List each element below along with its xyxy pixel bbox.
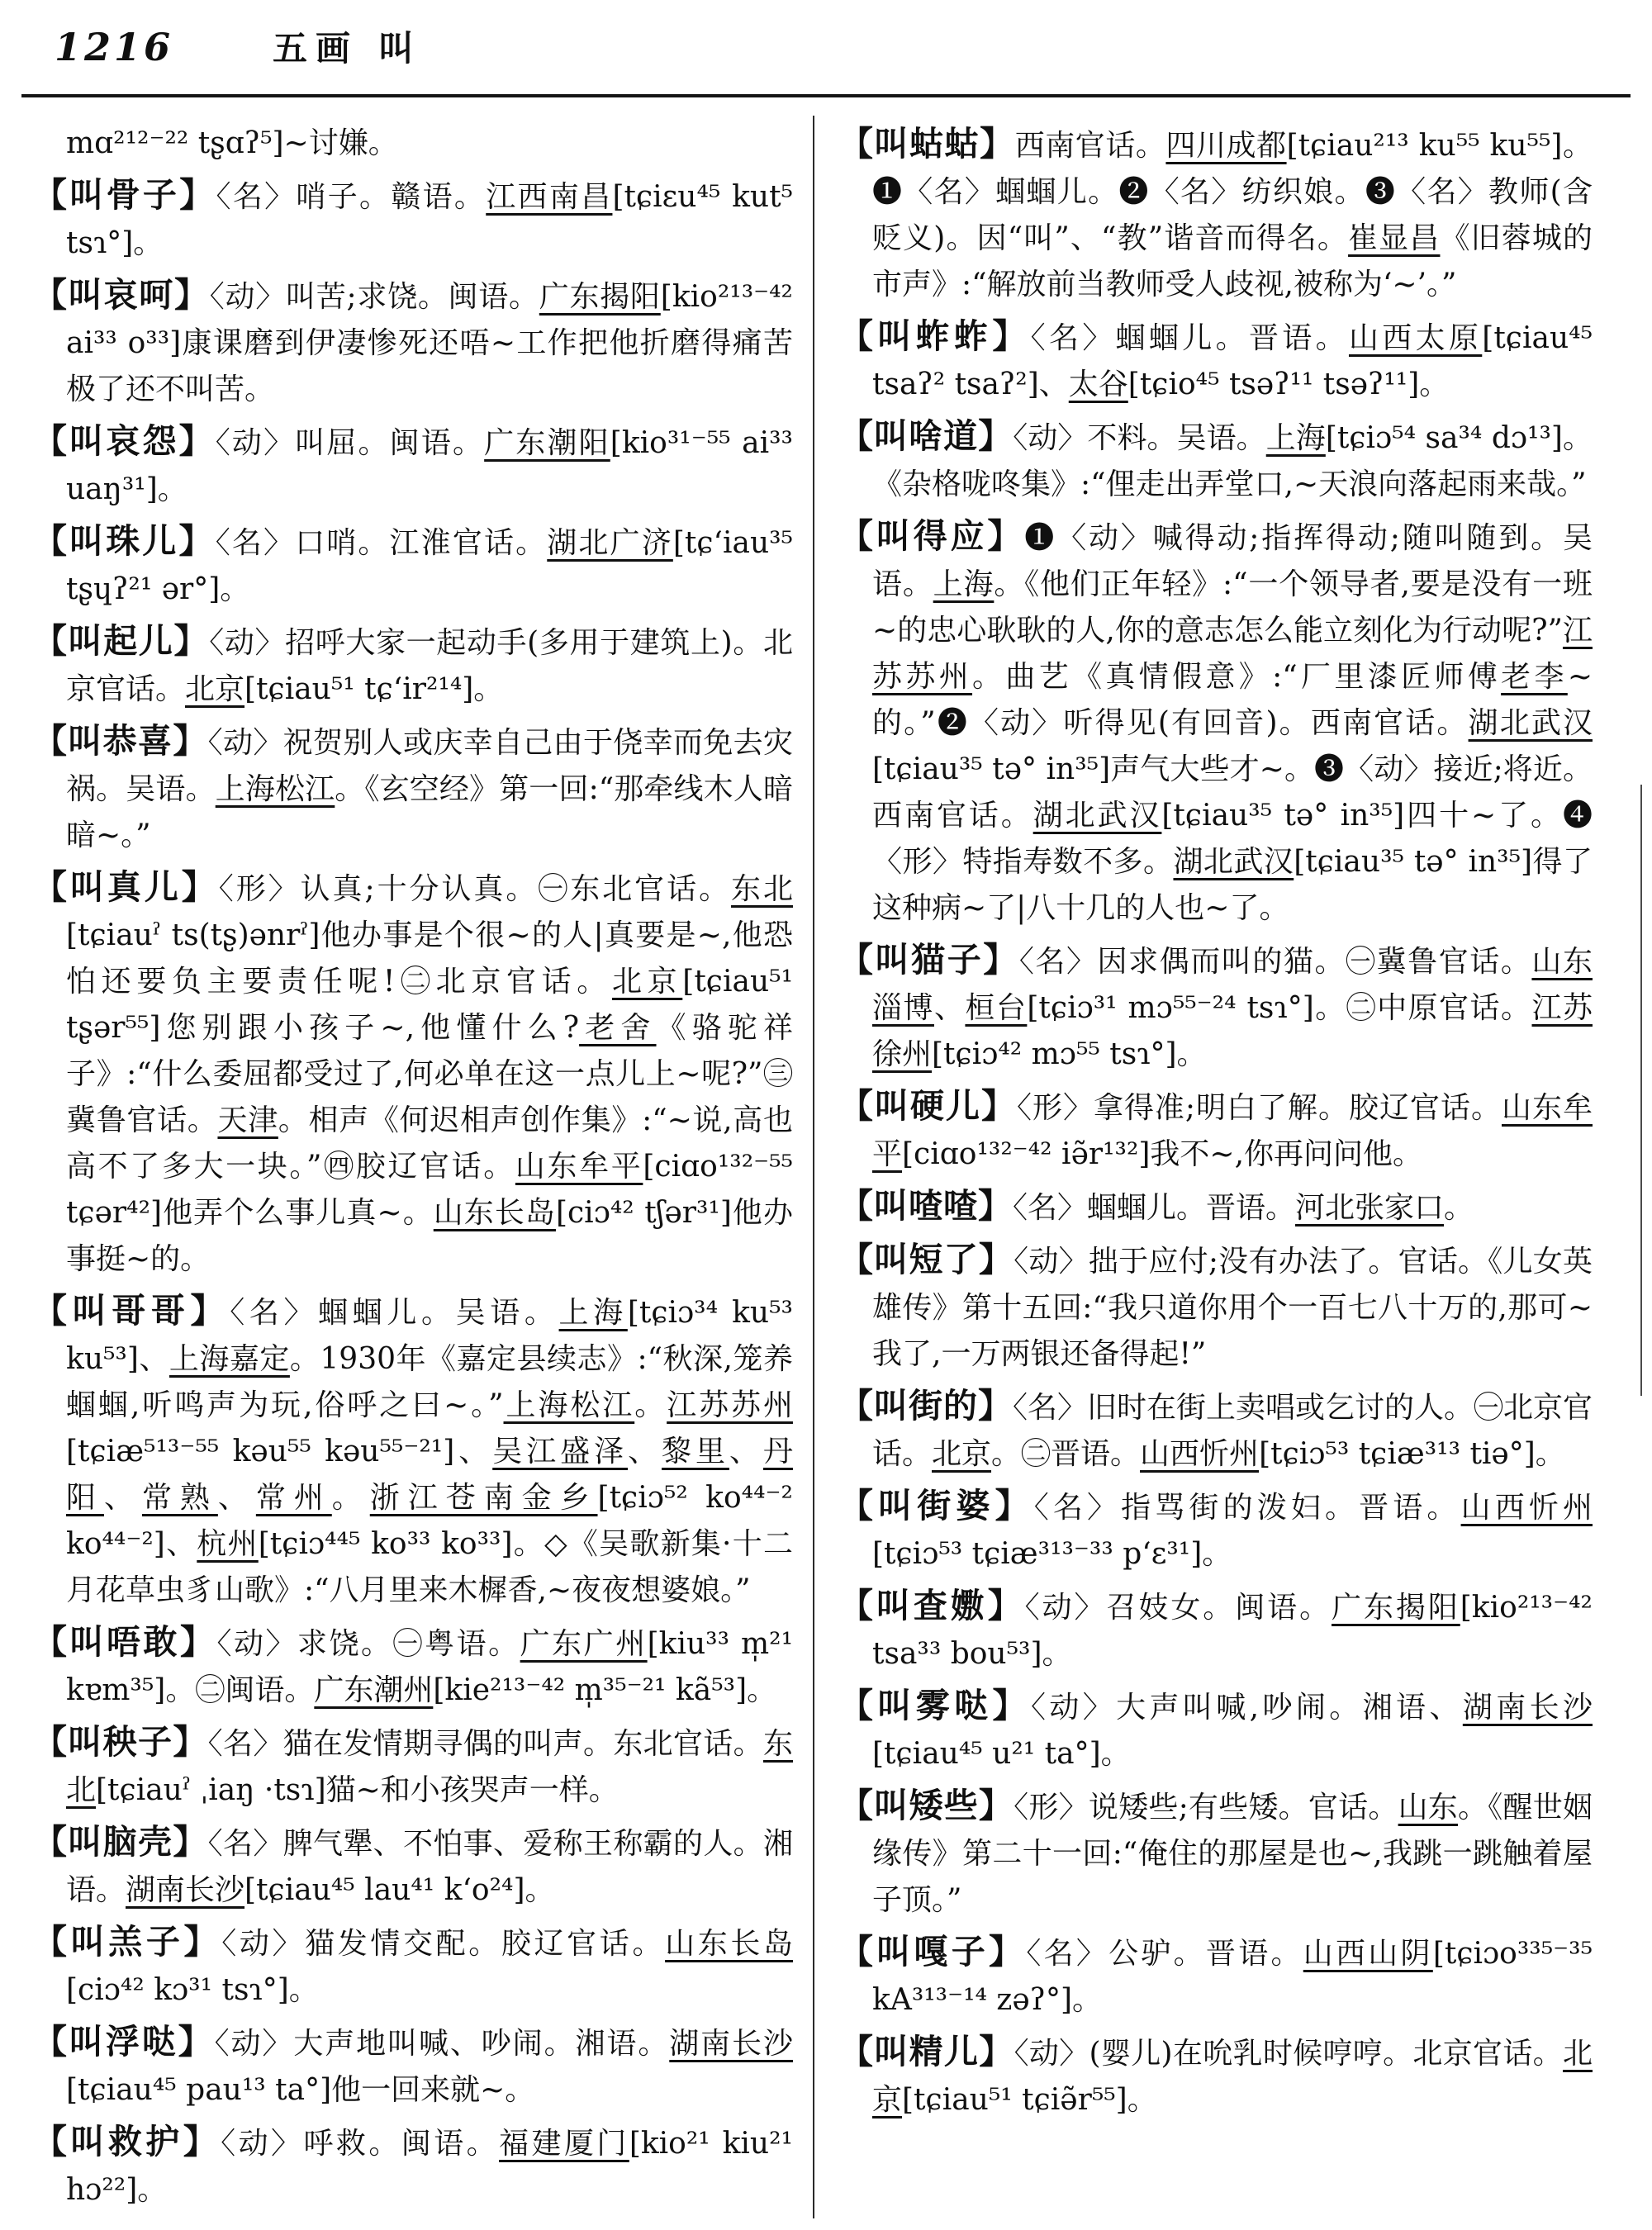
entry bbox=[33, 1719, 793, 1814]
entry-text: 〈动〉不料。吴语。 bbox=[1013, 421, 1266, 455]
entry-headword: 【叫羔子】 bbox=[33, 1922, 222, 1962]
place-name: 老舍 bbox=[579, 1011, 657, 1045]
entry-text: 〈名〉口哨。江淮官话。 bbox=[215, 526, 548, 560]
entry-text: 〈形〉认真;十分认真。㊀东北官话。 bbox=[218, 872, 732, 906]
place-name: 常熟 bbox=[141, 1481, 218, 1515]
place-name: 广东潮州 bbox=[314, 1673, 434, 1707]
entry-text: 〈动〉召妓女。闽语。 bbox=[1024, 1591, 1332, 1625]
entry-text: 西南官话。 bbox=[1014, 129, 1166, 163]
place-name: 湖北广济 bbox=[547, 526, 673, 560]
page-header bbox=[0, 0, 1652, 83]
entry-text: [kio²¹ kiu²¹ hɔ²²]。 bbox=[66, 2127, 793, 2207]
place-name: 湖南长沙 bbox=[669, 2027, 793, 2061]
entry-headword: 【叫啥道】 bbox=[839, 416, 1014, 456]
column-left bbox=[33, 116, 813, 2218]
place-name: 北京 bbox=[932, 1437, 992, 1471]
entry-headword: 【叫硬儿】 bbox=[839, 1086, 1017, 1126]
place-name: 崔显昌 bbox=[1348, 221, 1441, 255]
entry bbox=[33, 1619, 793, 1714]
place-name: 江苏徐州 bbox=[872, 991, 1593, 1071]
place-name: 上海 bbox=[558, 1296, 628, 1330]
entry bbox=[839, 1183, 1593, 1231]
entry-headword: 【叫浮哒】 bbox=[33, 2022, 215, 2062]
place-name: 河北张家口 bbox=[1295, 1191, 1445, 1225]
entry bbox=[839, 121, 1593, 308]
entry-text: 、 bbox=[628, 1435, 662, 1468]
entry-text: [tɕiau³⁵ tə° in³⁵]声气大些才~。❸〈动〉接近;将近。西南官话。 bbox=[872, 752, 1593, 833]
place-name: 常州 bbox=[255, 1481, 332, 1515]
column-right bbox=[813, 116, 1593, 2218]
entry-text: [tɕiɔ⁵³ tɕiæ³¹³ tiə°]。 bbox=[1259, 1437, 1565, 1471]
place-name: 山东长岛 bbox=[665, 1927, 793, 1961]
entry bbox=[33, 864, 793, 1283]
place-name: 江苏苏州 bbox=[872, 614, 1593, 694]
entry-text: 、 bbox=[933, 991, 966, 1025]
entry-text: 〈动〉大声叫喊,吵闹。湘语、 bbox=[1030, 1691, 1463, 1725]
entry-headword: 【叫珠儿】 bbox=[33, 521, 216, 561]
place-name: 山西山阴 bbox=[1303, 1937, 1433, 1971]
place-name: 吴江盛泽 bbox=[492, 1435, 629, 1468]
place-name: 上海 bbox=[933, 567, 995, 601]
entry-text: 。曲艺《真情假意》:“厂里漆匠师傅 bbox=[972, 660, 1502, 694]
entry-text: [kie²¹³⁻⁴² m̩³⁵⁻²¹ kã⁵³]。 bbox=[433, 1673, 777, 1707]
entry-text: 、 bbox=[729, 1435, 763, 1468]
entry-headword: 【叫哥哥】 bbox=[33, 1291, 230, 1331]
entry-headword: 【叫嘎子】 bbox=[839, 1932, 1027, 1971]
entry-text: [tɕiau⁵¹ tɕiə̃r⁵⁵]。 bbox=[902, 2083, 1157, 2117]
entry bbox=[33, 121, 793, 167]
entry bbox=[839, 1483, 1593, 1578]
entry-text: [kio²¹³⁻⁴² ai³³ o³³]康课磨到伊凄惨死还唔~工作把他折磨得痛苦极了还不叫苦。 bbox=[66, 280, 793, 406]
entry-headword: 【叫骨子】 bbox=[33, 175, 216, 215]
place-name: 上海嘉定 bbox=[169, 1342, 290, 1376]
place-name: 丹阳 bbox=[66, 1435, 793, 1515]
entry-text: 。《玄空经》第一回:“那牵线木人暗暗~。” bbox=[66, 772, 793, 852]
entry-text: 、 bbox=[103, 1481, 142, 1515]
entry bbox=[839, 1682, 1593, 1777]
entry-text: 〈名〉脾气犟、不怕事、爱称王称霸的人。湘语。 bbox=[66, 1827, 793, 1907]
place-name: 广东潮阳 bbox=[484, 426, 610, 460]
entry-headword: 【叫真儿】 bbox=[33, 867, 219, 907]
entry-text: [tɕiɔ⁵³ tɕiæ³¹³⁻³³ pʻɛ³¹]。 bbox=[872, 1537, 1232, 1571]
entry-text: 〈动〉大声地叫喊、吵闹。湘语。 bbox=[214, 2027, 670, 2061]
entry-text: [tɕiauˀ ˌiaŋ ·tsɿ]猫~和小孩哭声一样。 bbox=[96, 1773, 619, 1807]
entry-text: 。㊁晋语。 bbox=[991, 1437, 1141, 1471]
entry-text: [tɕio⁴⁵ tsəʔ¹¹ tsəʔ¹¹]。 bbox=[1127, 368, 1450, 401]
entry-text: 〈名〉蝈蝈儿。晋语。 bbox=[1030, 321, 1349, 355]
entry-headword: 【叫街婆】 bbox=[839, 1486, 1034, 1525]
entry-text: [kiu³³ m̩²¹ kɐm³⁵]。㊁闽语。 bbox=[66, 1627, 793, 1707]
entry bbox=[33, 518, 793, 613]
entry bbox=[839, 1236, 1593, 1378]
entry-text: 〈名〉因求偶而叫的猫。㊀冀鲁官话。 bbox=[1018, 945, 1532, 979]
entry-text: 〈动〉祝贺别人或庆幸自己由于侥幸而免去灾祸。吴语。 bbox=[66, 726, 793, 806]
place-name: 上海松江 bbox=[215, 772, 335, 806]
entry-text: 〈名〉猫在发情期寻偶的叫声。东北官话。 bbox=[207, 1727, 763, 1761]
place-name: 湖北武汉 bbox=[1468, 706, 1593, 740]
entry-headword: 【叫精儿】 bbox=[839, 2032, 1014, 2071]
entry-text: [tɕiɔ⁵⁴ sa³⁴ dɔ¹³]。《杂格咙咚集》:“俚走出弄堂口,~天浪向落起雨来哉。” bbox=[872, 421, 1593, 501]
entry-text: [ciɔ⁴² tʃər³¹]他办事挺~的。 bbox=[66, 1196, 793, 1276]
entry bbox=[839, 2028, 1593, 2123]
place-name: 广东揭阳 bbox=[1332, 1591, 1460, 1625]
entry-text: 、 bbox=[217, 1481, 256, 1515]
entry-headword: 【叫蛄蛄】 bbox=[839, 124, 1015, 164]
entry-headword: 【叫唔敢】 bbox=[33, 1622, 217, 1662]
entry-text: 〈动〉招呼大家一起动手(多用于建筑上)。北京官话。 bbox=[66, 626, 794, 706]
entry-text: 。 bbox=[1444, 1191, 1474, 1225]
place-name: 山西太原 bbox=[1348, 321, 1483, 355]
entry-headword: 【叫得应】 bbox=[839, 516, 1025, 556]
place-name: 广东广州 bbox=[520, 1627, 648, 1661]
entry-text: ~的。”❷〈动〉听得见(有回音)。西南官话。 bbox=[872, 660, 1593, 740]
entry-text: [tɕiɔ⁴² mɔ⁵⁵ tsɿ°]。 bbox=[932, 1037, 1207, 1071]
entry-text: [tɕiauˀ ts(tʂ)ənrˀ]他办事是个很~的人|真要是~,他恐怕还要负主要责任呢!㊁北京官话。 bbox=[66, 918, 793, 999]
place-name: 广东揭阳 bbox=[539, 280, 661, 314]
entry-text: 〈动〉拙于应付;没有办法了。官话。《儿女英雄传》第十五回:“我只道你用个一百七八十万的,那可~我了,一万两银还备得起!” bbox=[872, 1245, 1593, 1371]
entry-text: [tɕiau⁴⁵ tsaʔ² tsaʔ²]、 bbox=[872, 321, 1593, 401]
place-name: 杭州 bbox=[197, 1527, 259, 1561]
entry-text: 《骆驼祥子》:“什么委屈都受过了,何必单在这一点儿上~呢?”㊂冀鲁官话。 bbox=[66, 1011, 793, 1137]
entry bbox=[33, 2118, 793, 2213]
entry bbox=[839, 513, 1593, 932]
place-name: 浙江苍南金乡 bbox=[369, 1481, 598, 1515]
text-columns bbox=[0, 97, 1652, 2218]
entry-text: [tɕiɔo³³⁵⁻³⁵ kA³¹³⁻¹⁴ zəʔ°]。 bbox=[872, 1937, 1593, 2017]
entry-headword: 【叫短了】 bbox=[839, 1240, 1014, 1279]
place-name: 东北 bbox=[731, 872, 793, 906]
entry-headword: 【叫雾哒】 bbox=[839, 1686, 1031, 1725]
entry-headword: 【叫猫子】 bbox=[839, 940, 1019, 980]
place-name: 上海松江 bbox=[503, 1388, 635, 1422]
entry-text: [ciɑo¹³²⁻⁴² iə̃r¹³²]我不~,你再问问他。 bbox=[902, 1137, 1423, 1171]
entry-text: 。《他们正年轻》:“一个领导者,要是没有一班~的忠心耿耿的人,你的意志怎么能立刻化为行动呢?” bbox=[872, 567, 1593, 648]
entry bbox=[839, 1782, 1593, 1924]
entry bbox=[839, 1383, 1593, 1478]
entry-headword: 【叫恭喜】 bbox=[33, 721, 208, 761]
entry-text: 。1930年《嘉定县续志》:“秋深,笼养蝈蝈,听鸣声为玩,俗呼之曰~。” bbox=[66, 1342, 793, 1422]
entry-text: 〈名〉指骂街的泼妇。晋语。 bbox=[1033, 1491, 1461, 1525]
entry-text: [tɕiɔ³¹ mɔ⁵⁵⁻²⁴ tsɿ°]。㊁中原官话。 bbox=[1027, 991, 1532, 1025]
entry-headword: 【叫秧子】 bbox=[33, 1722, 208, 1762]
entry-text: [ciɑo¹³²⁻⁵⁵ tɕər⁴²]他弄个么事儿真~。 bbox=[66, 1150, 793, 1230]
entry-text: [tɕiau⁴⁵ lau⁴¹ kʻo²⁴]。 bbox=[244, 1873, 555, 1907]
place-name: 山西忻州 bbox=[1460, 1491, 1593, 1525]
entry bbox=[839, 413, 1593, 508]
place-name: 山东 bbox=[1398, 1791, 1459, 1824]
place-name: 湖南长沙 bbox=[1462, 1691, 1593, 1725]
entry-headword: 【叫脑壳】 bbox=[33, 1822, 208, 1862]
place-name: 黎里 bbox=[662, 1435, 729, 1468]
place-name: 山东长岛 bbox=[433, 1196, 556, 1230]
entry-headword: 【叫矮些】 bbox=[839, 1786, 1014, 1825]
entry-text: 〈动〉求饶。㊀粤语。 bbox=[216, 1627, 520, 1661]
entry-text: 〈名〉公驴。晋语。 bbox=[1026, 1937, 1303, 1971]
entry-text: mɑ²¹²⁻²² tʂɑʔ⁵]~讨嫌。 bbox=[66, 126, 398, 160]
place-name: 桓台 bbox=[965, 991, 1028, 1025]
entry-text: [tɕiau³⁵ tə° in³⁵]四十~了。❹〈形〉特指寿数不多。 bbox=[872, 799, 1593, 879]
place-name: 北京 bbox=[185, 672, 245, 706]
place-name: 山东牟平 bbox=[872, 1091, 1593, 1171]
entry-text: [tɕiau⁵¹ tʂər⁵⁵]您别跟小孩子~,他懂什么? bbox=[66, 965, 793, 1045]
place-name: 北京 bbox=[872, 2037, 1593, 2117]
entry bbox=[33, 418, 793, 513]
place-name: 江西南昌 bbox=[486, 180, 613, 214]
entry bbox=[33, 172, 793, 267]
entry-text: [tɕiæ⁵¹³⁻⁵⁵ kəu⁵⁵ kəu⁵⁵⁻²¹]、 bbox=[66, 1435, 493, 1468]
place-name: 山西忻州 bbox=[1140, 1437, 1260, 1471]
entry-text: 。 bbox=[331, 1481, 370, 1515]
entry-text: 〈动〉呼救。闽语。 bbox=[221, 2127, 500, 2161]
entry-text: [tɕiau³⁵ tə° in³⁵]得了这种病~了|八十几的人也~了。 bbox=[872, 845, 1593, 925]
entry-text: 〈名〉哨子。赣语。 bbox=[216, 180, 487, 214]
entry-headword: 【叫哀呵】 bbox=[33, 275, 210, 315]
entry-text: 〈动〉猫发情交配。胶辽官话。 bbox=[221, 1927, 666, 1961]
entry-text: [tɕiau⁵¹ tɕʻir²¹⁴]。 bbox=[244, 672, 504, 706]
entry bbox=[33, 1919, 793, 2014]
place-name: 山东牟平 bbox=[515, 1150, 643, 1184]
entry-text: 〈名〉蝈蝈儿。晋语。 bbox=[1013, 1191, 1296, 1225]
entry-text: 〈形〉拿得准;明白了解。胶辽官话。 bbox=[1016, 1091, 1502, 1125]
entry-text: [tɕiɔ⁴⁴⁵ ko³³ ko³³]。◇《吴歌新集·十二月花草虫豸山歌》:“八月里来木樨香,~夜夜想婆娘。” bbox=[66, 1527, 793, 1607]
place-name: 江苏苏州 bbox=[667, 1388, 793, 1422]
entry-text: 。 bbox=[634, 1388, 667, 1422]
place-name: 上海 bbox=[1265, 421, 1326, 455]
entry bbox=[839, 1929, 1593, 2024]
place-name: 湖南长沙 bbox=[126, 1873, 245, 1907]
entry bbox=[33, 272, 793, 413]
entry-text: [tɕiau²¹³ ku⁵⁵ ku⁵⁵]。❶〈名〉蝈蝈儿。❷〈名〉纺织娘。❸〈名〉教师(含贬义)。因“叫”、“教”谐音而得名。 bbox=[872, 129, 1593, 255]
entry-text: [kio²¹³⁻⁴² tsa³³ bou⁵³]。 bbox=[872, 1591, 1593, 1671]
entry bbox=[33, 2019, 793, 2114]
entry-text: [tɕiau⁴⁵ u²¹ ta°]。 bbox=[872, 1737, 1131, 1771]
entry-headword: 【叫街的】 bbox=[839, 1386, 1013, 1426]
entry-headword: 【叫査嫐】 bbox=[839, 1586, 1025, 1625]
entry bbox=[33, 1819, 793, 1914]
entry-text: 〈动〉叫屈。闽语。 bbox=[215, 426, 485, 460]
entry-text: 《旧蓉城的市声》:“解放前当教师受人歧视,被称为‘~’。” bbox=[872, 221, 1593, 301]
entry bbox=[839, 937, 1593, 1078]
entry bbox=[33, 618, 793, 713]
entry-text: 〈动〉(婴儿)在吮乳时候哼哼。北京官话。 bbox=[1014, 2037, 1563, 2071]
entry bbox=[839, 1582, 1593, 1677]
place-name: 山东淄博 bbox=[872, 945, 1593, 1025]
place-name: 四川成都 bbox=[1165, 129, 1287, 163]
place-name: 湖北武汉 bbox=[1032, 799, 1162, 833]
place-name: 北京 bbox=[611, 965, 683, 999]
entry-headword: 【叫喳喳】 bbox=[839, 1186, 1013, 1226]
place-name: 太谷 bbox=[1068, 368, 1128, 401]
entry-headword: 【叫起儿】 bbox=[33, 621, 210, 661]
entry-headword: 【叫哀怨】 bbox=[33, 421, 216, 461]
entry-text: [tɕʻiau³⁵ tʂɥʔ²¹ ər°]。 bbox=[66, 526, 793, 606]
entry-text: 〈形〉说矮些;有些矮。官话。 bbox=[1014, 1791, 1398, 1824]
entry-text: [tɕiɔ³⁴ ku⁵³ ku⁵³]、 bbox=[66, 1296, 793, 1376]
place-name: 东北 bbox=[66, 1727, 793, 1807]
entry-text: [kio³¹⁻⁵⁵ ai³³ uaŋ³¹]。 bbox=[66, 426, 793, 506]
place-name: 老李 bbox=[1501, 660, 1568, 694]
entry bbox=[33, 1288, 793, 1614]
entry-text: 〈动〉叫苦;求饶。闽语。 bbox=[209, 280, 539, 314]
entry-text: [tɕiau⁴⁵ pau¹³ ta°]他一回来就~。 bbox=[66, 2073, 535, 2107]
entry-text: [tɕiɛu⁴⁵ kut⁵ tsɿ°]。 bbox=[66, 180, 793, 260]
entry bbox=[839, 1083, 1593, 1178]
section-label: 五画 叫 bbox=[273, 28, 422, 69]
entry-headword: 【叫救护】 bbox=[33, 2122, 221, 2161]
entry bbox=[33, 718, 793, 859]
entry-text: 〈名〉旧时在街上卖唱或乞讨的人。㊀北京官话。 bbox=[872, 1391, 1593, 1471]
entry-text: 〈名〉蝈蝈儿。吴语。 bbox=[230, 1296, 559, 1330]
place-name: 天津 bbox=[217, 1103, 278, 1137]
entry-text: 。《醒世姻缘传》第二十一回:“俺住的那屋是也~,我跳一跳触着屋子顶。” bbox=[872, 1791, 1593, 1917]
page-edge-line bbox=[1640, 785, 1642, 1396]
entry-headword: 【叫蚱蚱】 bbox=[839, 316, 1031, 356]
page-number: 1216 bbox=[55, 25, 174, 69]
entry-text: [ciɔ⁴² kɔ³¹ tsɿ°]。 bbox=[66, 1973, 319, 2007]
entry bbox=[839, 313, 1593, 408]
place-name: 福建厦门 bbox=[499, 2127, 629, 2161]
entry-text: ❶〈动〉喊得动;指挥得动;随叫随到。吴语。 bbox=[872, 521, 1593, 601]
place-name: 湖北武汉 bbox=[1173, 845, 1294, 879]
entry-text: [tɕiɔ⁵² ko⁴⁴⁻² ko⁴⁴⁻²]、 bbox=[66, 1481, 793, 1561]
entry-text: 。相声《何迟相声创作集》:“~说,高也高不了多大一块。”㊃胶辽官话。 bbox=[66, 1103, 793, 1184]
